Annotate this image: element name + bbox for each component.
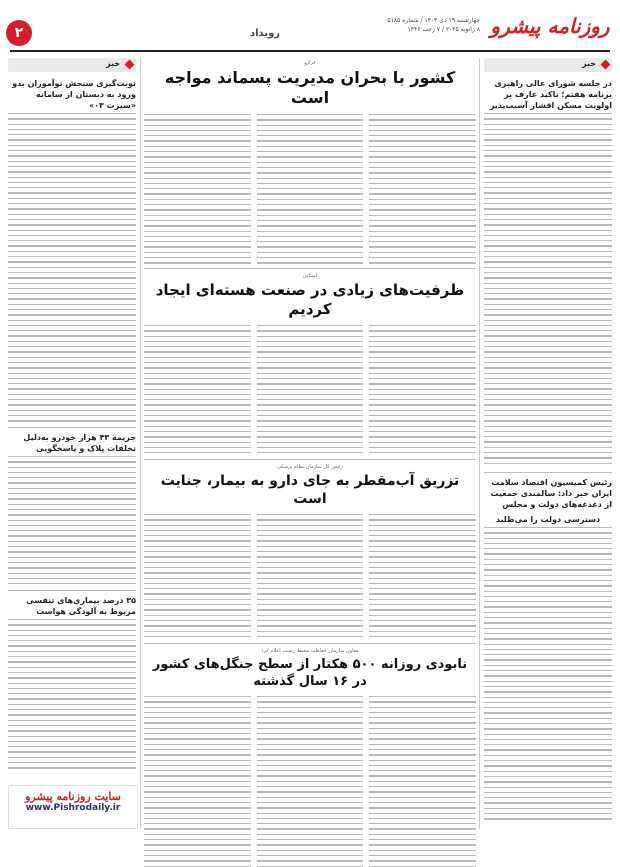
issue-info: [360, 16, 480, 34]
article-body: [484, 527, 612, 827]
article-body: [484, 113, 612, 468]
news-tag: خبر: [8, 58, 136, 72]
ad-url[interactable]: www.Pishrodaily.ir: [25, 803, 121, 813]
article-headline: جریمه ۴۳ هزار خودرو به‌دلیل تخلفات پلاک و پاسخگویی: [23, 433, 136, 453]
article-headline: رئیس کمیسیون اقتصاد سلامت ایران خبر داد: سالمندی جمعیت از دغدغه‌های دولت و مجلس: [490, 478, 612, 509]
article-body: [144, 514, 476, 639]
logo-text: روزنامه پیشرو: [490, 14, 610, 38]
article-body: [144, 325, 476, 455]
article-kicker: رئیس کل سازمان نظام پزشکی: [277, 464, 343, 470]
article-body: [144, 696, 476, 866]
article-kicker: معاون سازمان حفاظت محیط زیست اعلام کرد: [261, 648, 359, 654]
article-body: [144, 114, 476, 264]
website-ad[interactable]: [8, 785, 138, 829]
logo: [490, 4, 610, 48]
article-kicker: استانی: [302, 273, 318, 279]
diamond-icon: [125, 60, 135, 70]
article-subheadline: دسترسی دولت را می‌طلبد: [495, 515, 601, 524]
article-headline: نوبت‌گیری سنجش نوآموزان بدو ورود به دبستان از سامانه «سیرت ۰۳»: [12, 79, 136, 110]
diamond-icon: [601, 60, 611, 70]
date-line-1: چهارشنبه ۱۹ دی ۱۴۰۳ / شماره ۵۱۸۵: [387, 17, 480, 24]
article-headline: ۳۵ درصد بیماری‌های تنفسی مربوط به آلودگی هواست: [26, 596, 136, 616]
article-headline: نابودی روزانه ۵۰۰ هکتار از سطح جنگل‌های کشور در ۱۶ سال گذشته: [152, 657, 468, 689]
left-column: [8, 58, 136, 769]
article-headline: تزریق آب‌مقطر به جای دارو به بیمار، جنایت است: [160, 473, 460, 507]
column-divider: [479, 58, 480, 829]
article-headline: در جلسه شورای عالی راهبری برنامه هفتم؛ تاکید عارف بر اولویت مسکن اقشار آسیب‌پذیر: [489, 79, 612, 110]
right-column: [484, 58, 612, 827]
article-headline: ظرفیت‌های زیادی در صنعت هسته‌ای ایجاد کردیم: [155, 281, 465, 318]
date-line-2: ۸ ژانویه ۲۰۲۵ / ۷ رجب ۱۴۴۶: [407, 26, 480, 33]
article-body: [8, 113, 136, 423]
lead-headline: کشور با بحران مدیریت پسماند مواجه است: [164, 68, 456, 107]
article-body: [8, 456, 136, 586]
column-divider: [140, 58, 141, 829]
page-number-badge: ۲: [6, 20, 32, 46]
news-tag: خبر: [484, 58, 612, 72]
article-body: [8, 619, 136, 769]
section-title: رویداد: [250, 28, 281, 39]
header-rule: [10, 50, 610, 52]
main-column: [144, 58, 476, 866]
ad-title: سایت روزنامه پیشرو: [25, 790, 121, 803]
masthead: [0, 0, 620, 52]
article-kicker: فرارو: [304, 60, 316, 66]
